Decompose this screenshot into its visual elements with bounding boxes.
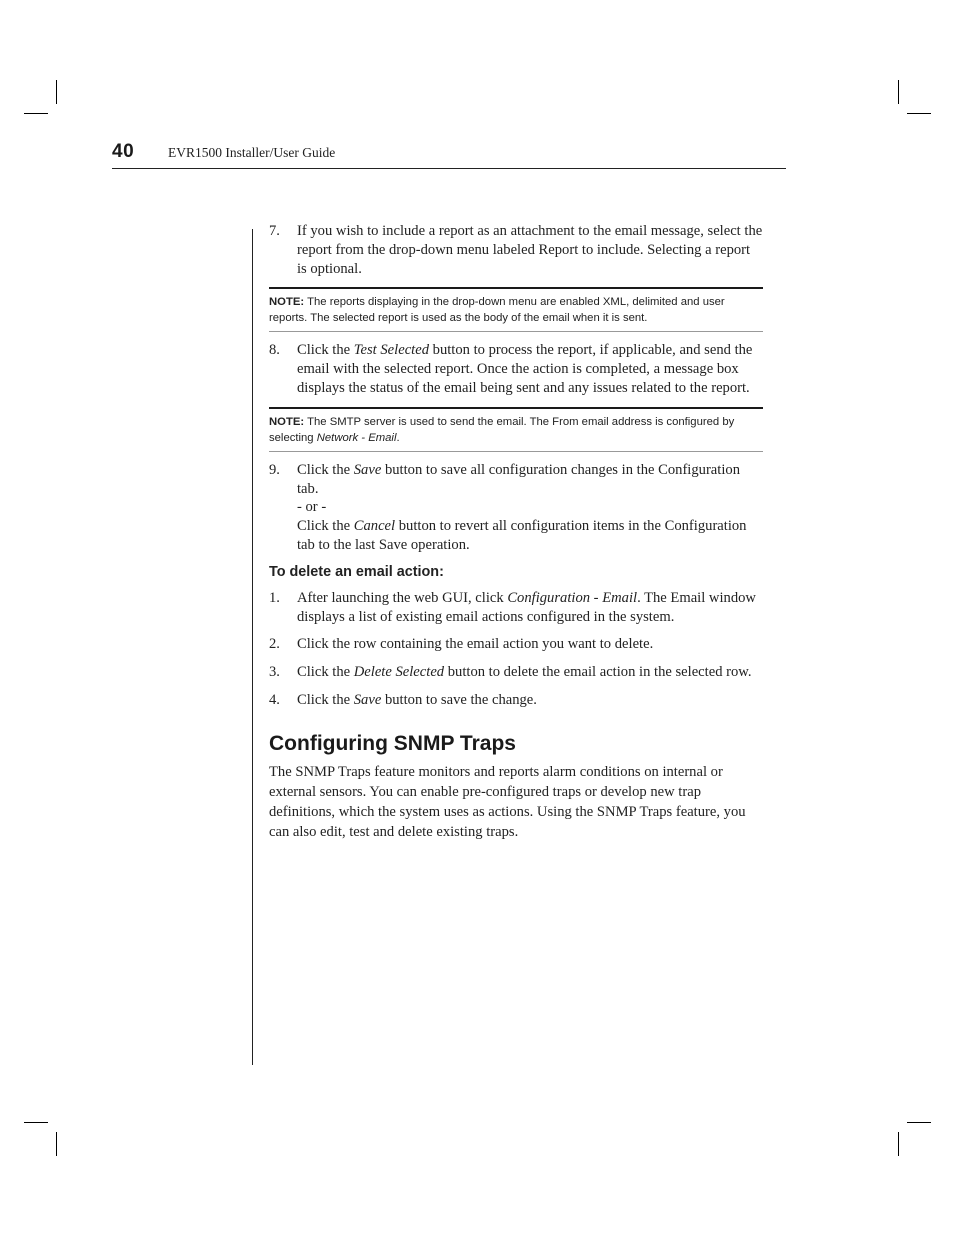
delete-step-3 — [269, 663, 763, 682]
note-text: The SMTP server is used to send the email. The From email address is configured by selecting Network - Email. — [269, 415, 735, 444]
ui-term: Configuration - Email — [507, 589, 638, 606]
crop-mark — [907, 113, 931, 114]
section-paragraph: The SNMP Traps feature monitors and reports alarm conditions on internal or external sensors. You can enable pre-configured traps or develop new trap definitions, which the system uses as actions. Using the SNMP Traps feature, you can also edit, test and delete existing traps. — [269, 763, 746, 841]
step-number: 7. — [269, 223, 280, 239]
header-rule — [112, 168, 786, 169]
page-header — [112, 141, 786, 169]
step-9 — [269, 461, 763, 555]
step-number: 3. — [269, 664, 280, 681]
step-number: 2. — [269, 636, 280, 653]
procedure-heading: To delete an email action: — [269, 563, 444, 580]
crop-mark — [56, 80, 57, 104]
crop-mark — [24, 113, 48, 114]
ui-term: Cancel — [353, 518, 396, 535]
page-number: 40 — [112, 141, 135, 162]
step-number: 1. — [269, 589, 280, 606]
note-reports — [269, 287, 763, 332]
crop-mark — [898, 80, 899, 104]
crop-mark — [898, 1132, 899, 1156]
ui-term: Delete Selected — [353, 664, 445, 681]
step-text: Click the Save button to save all configuration changes in the Configuration tab. — [297, 461, 740, 497]
step-number: 8. — [269, 342, 280, 359]
step-text: After launching the web GUI, click Configuration - Email. The Email window displays a list of existing email actions configured in the system. — [297, 589, 756, 625]
crop-mark — [907, 1122, 931, 1123]
crop-mark — [56, 1132, 57, 1156]
margin-bar — [252, 229, 253, 1065]
ui-term: Save — [353, 691, 382, 708]
note-label: NOTE: — [269, 296, 305, 309]
ui-term: Save — [353, 461, 382, 478]
step-text-alt: Click the Cancel button to revert all configuration items in the Configuration tab to the last Save operation. — [297, 518, 747, 553]
note-label: NOTE: — [269, 415, 305, 428]
step-text: If you wish to include a report as an attachment to the email message, select the report from the drop-down menu labeled Report to include. Selecting a report is optional. — [297, 223, 763, 277]
crop-mark — [24, 1122, 48, 1123]
step-text: Click the Test Selected button to process the report, if applicable, and send the email with the selected report. Once the action is completed, a message box displays the status of the email being sent and any issues related to the report. — [297, 342, 753, 396]
delete-step-4 — [269, 691, 763, 710]
step-number: 9. — [269, 461, 280, 478]
delete-step-1 — [269, 589, 763, 627]
step-8 — [269, 341, 763, 397]
note-text: The reports displaying in the drop-down menu are enabled XML, delimited and user reports. The selected report is used as the body of the email when it is sent. — [269, 296, 725, 325]
step-text: Click the Delete Selected button to delete the email action in the selected row. — [297, 664, 752, 681]
step-number: 4. — [269, 691, 280, 708]
section-heading: Configuring SNMP Traps — [269, 731, 516, 755]
main-content — [269, 222, 763, 843]
step-7 — [269, 222, 763, 278]
ui-term: Network - Email — [316, 431, 397, 444]
ui-term: Test Selected — [353, 342, 429, 359]
step-text: Click the row containing the email action you want to delete. — [297, 636, 654, 653]
note-smtp — [269, 407, 763, 452]
guide-title: EVR1500 Installer/User Guide — [168, 145, 336, 160]
step-text: Click the Save button to save the change. — [297, 691, 537, 708]
delete-step-2 — [269, 635, 763, 654]
step-or-separator: - or - — [297, 499, 327, 516]
